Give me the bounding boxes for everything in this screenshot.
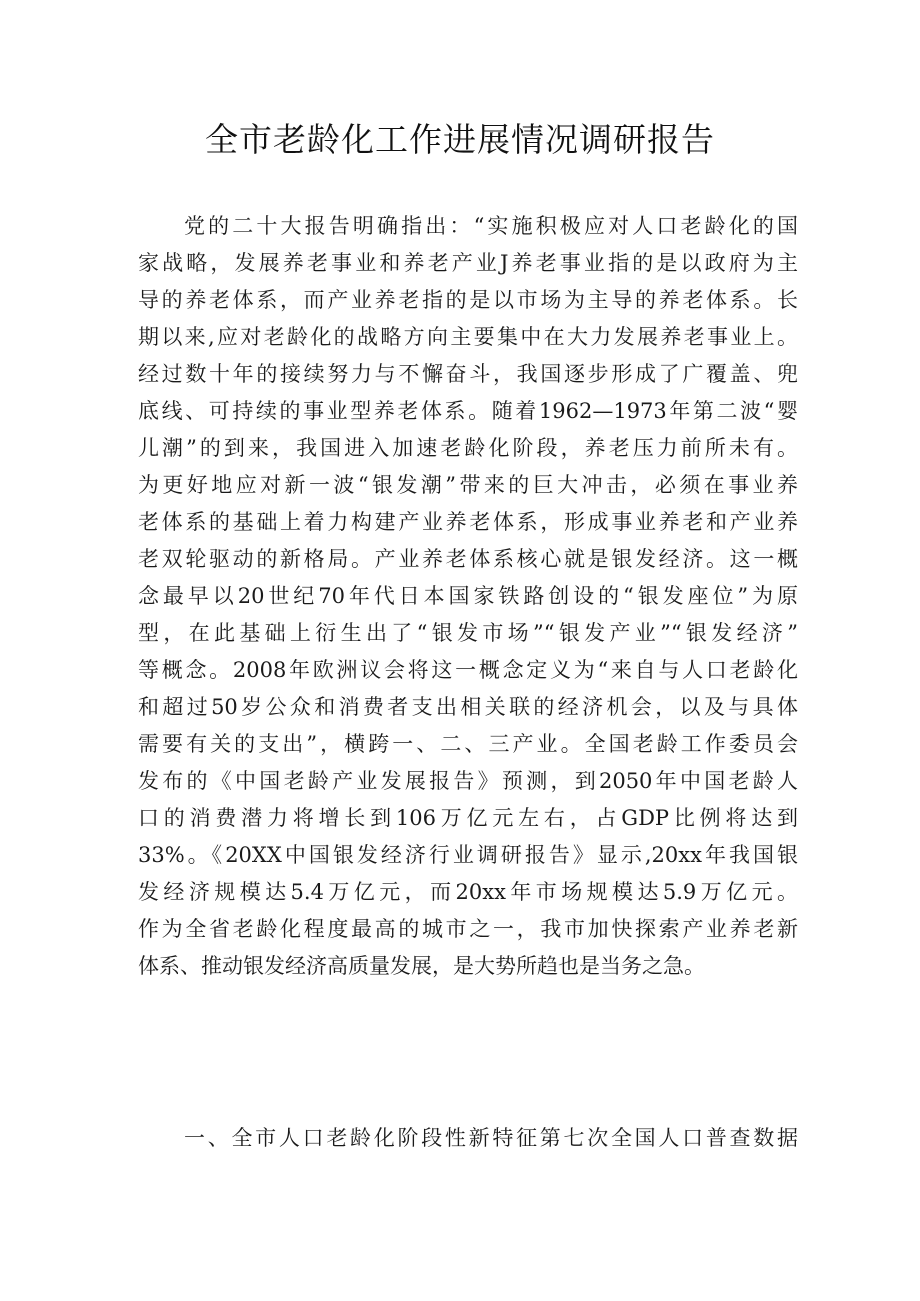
- text-line: 党的二十大报告明确指出：“实施积极应对人口老龄化的国: [184, 214, 798, 238]
- text-line: 体系、推动银发经济高质量发展，是大势所趋也是当务之急。: [138, 954, 705, 978]
- text-line: 需要有关的支出”，横跨一、二、三产业。全国老龄工作委员会: [138, 732, 798, 756]
- paragraph-intro: [138, 208, 798, 985]
- text-line: 33%。《20XX中国银发经济行业调研报告》显示,20xx年我国银: [138, 843, 798, 867]
- section-heading-paragraph: [138, 1120, 798, 1157]
- text-line: 老体系的基础上着力构建产业养老体系，形成事业养老和产业养: [138, 510, 798, 534]
- text-line: 导的养老体系，而产业养老指的是以市场为主导的养老体系。长: [138, 288, 798, 312]
- text-line: 老双轮驱动的新格局。产业养老体系核心就是银发经济。这一概: [138, 547, 798, 571]
- text-line: 为更好地应对新一波“银发潮”带来的巨大冲击，必须在事业养: [138, 473, 798, 497]
- text-line: 发经济规模达5.4万亿元，而20xx年市场规模达5.9万亿元。: [138, 880, 798, 904]
- text-line: 等概念。2008年欧洲议会将这一概念定义为“来自与人口老龄化: [138, 658, 798, 682]
- text-line: 经过数十年的接续努力与不懈奋斗，我国逐步形成了广覆盖、兜: [138, 362, 798, 386]
- text-line: 发布的《中国老龄产业发展报告》预测，到2050年中国老龄人: [138, 769, 798, 793]
- text-line: 家战略，发展养老事业和养老产业J养老事业指的是以政府为主: [138, 251, 798, 275]
- text-line: 底线、可持续的事业型养老体系。随着1962—1973年第二波“婴: [138, 399, 798, 423]
- text-line: 期以来,应对老龄化的战略方向主要集中在大力发展养老事业上。: [138, 325, 798, 349]
- text-line: 口的消费潜力将增长到106万亿元左右，占GDP比例将达到: [138, 806, 798, 830]
- text-line: 儿潮”的到来，我国进入加速老龄化阶段，养老压力前所未有。: [138, 436, 798, 460]
- document-title: 全市老龄化工作进展情况调研报告: [205, 120, 715, 159]
- text-line: 和超过50岁公众和消费者支出相关联的经济机会，以及与具体: [138, 695, 798, 719]
- text-line: 念最早以20世纪70年代日本国家铁路创设的“银发座位”为原: [138, 584, 798, 608]
- text-line: 一、全市人口老龄化阶段性新特征第七次全国人口普查数据: [184, 1126, 798, 1150]
- text-line: 型，在此基础上衍生出了“银发市场”“银发产业”“银发经济”: [138, 621, 798, 645]
- text-line: 作为全省老龄化程度最高的城市之一，我市加快探索产业养老新: [138, 917, 798, 941]
